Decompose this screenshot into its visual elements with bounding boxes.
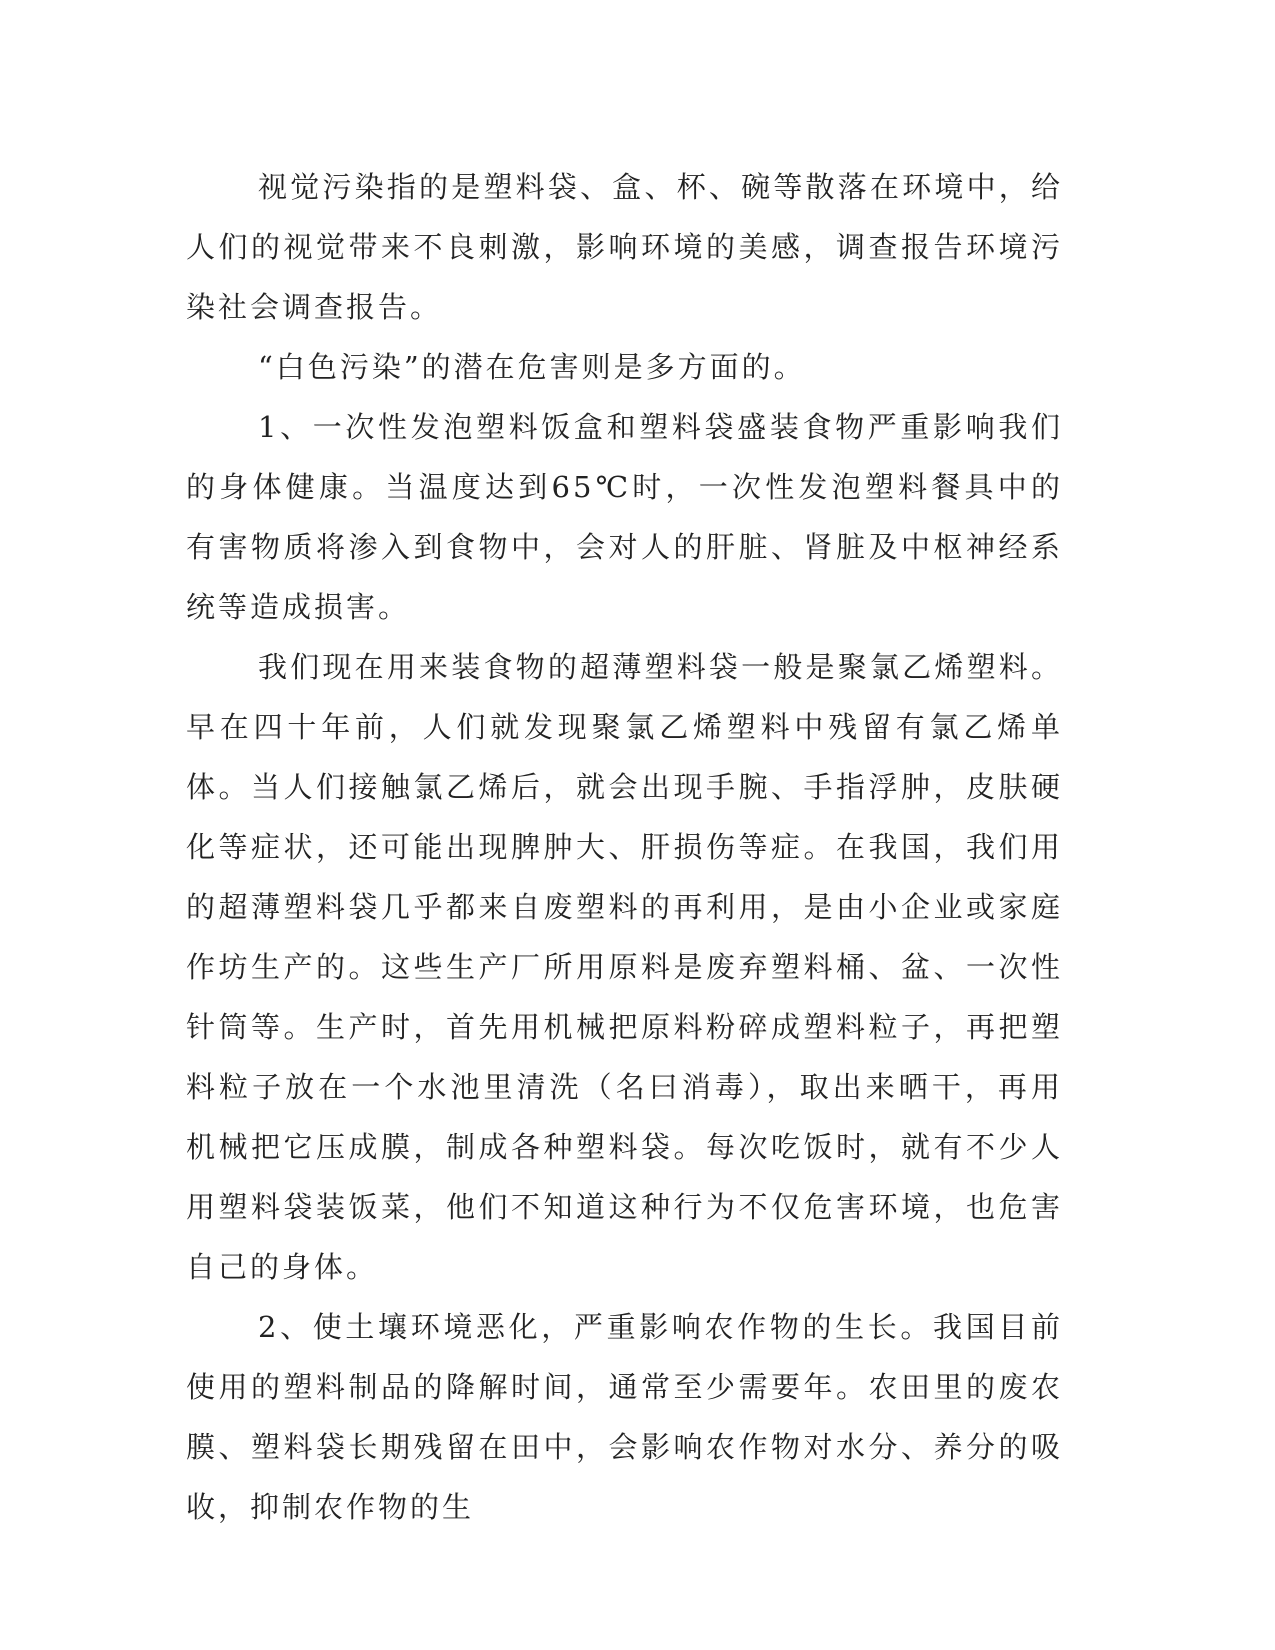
document-body — [186, 157, 1063, 1537]
paragraph-pvc-bags: 我们现在用来装食物的超薄塑料袋一般是聚氯乙烯塑料。早在四十年前，人们就发现聚氯乙烯塑料中残留有氯乙烯单体。当人们接触氯乙烯后，就会出现手腕、手指浮肿，皮肤硬化等症状，还可能出现脾肿大、肝损伤等症。在我国，我们用的超薄塑料袋几乎都来自废塑料的再利用，是由小企业或家庭作坊生产的。这些生产厂所用原料是废弃塑料桶、盆、一次性针筒等。生产时，首先用机械把原料粉碎成塑料粒子，再把塑料粒子放在一个水池里清洗（名曰消毒），取出来晒干，再用机械把它压成膜，制成各种塑料袋。每次吃饭时，就有不少人用塑料袋装饭菜，他们不知道这种行为不仅危害环境，也危害自己的身体。 — [186, 650, 1063, 1284]
paragraph-white-pollution-hazards: “白色污染”的潜在危害则是多方面的。 — [258, 350, 806, 384]
paragraph-point-1-health: 1、一次性发泡塑料饭盒和塑料袋盛装食物严重影响我们的身体健康。当温度达到65℃时，一次性发泡塑料餐具中的有害物质将渗入到食物中，会对人的肝脏、肾脏及中枢神经系统等造成损害。 — [186, 410, 1063, 624]
paragraph-point-2-soil: 2、使土壤环境恶化，严重影响农作物的生长。我国目前使用的塑料制品的降解时间，通常至少需要年。农田里的废农膜、塑料袋长期残留在田中，会影响农作物对水分、养分的吸收，抑制农作物的生 — [186, 1310, 1063, 1524]
paragraph-visual-pollution: 视觉污染指的是塑料袋、盒、杯、碗等散落在环境中，给人们的视觉带来不良刺激，影响环境的美感，调查报告环境污染社会调查报告。 — [186, 170, 1063, 324]
